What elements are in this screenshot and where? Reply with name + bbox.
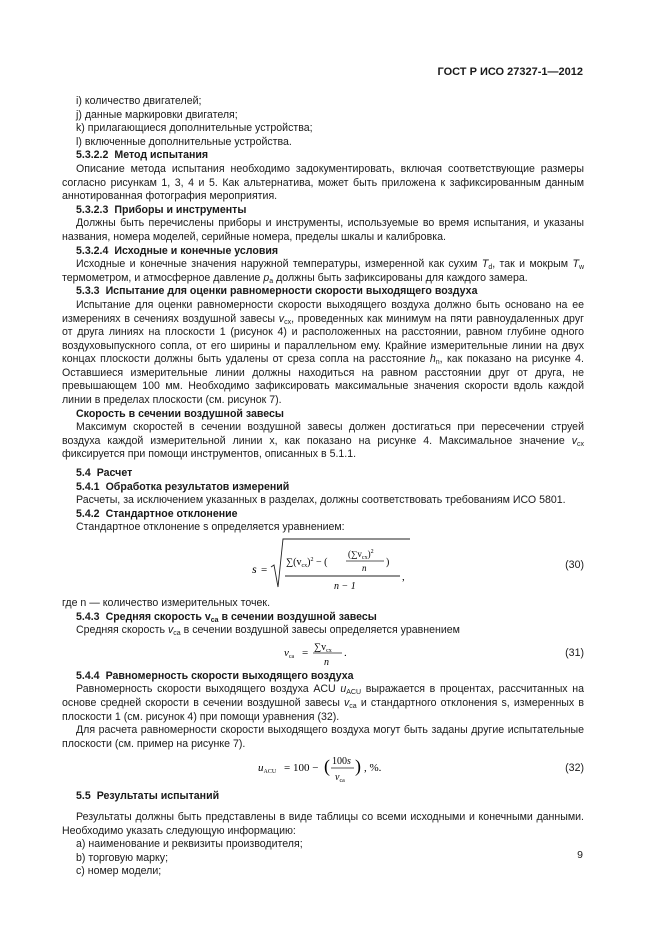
svg-text:s: s [252, 562, 257, 576]
section-heading-5323: 5.3.2.3 Приборы и инструменты [76, 203, 247, 216]
mean-speed-formula [284, 638, 394, 670]
list-item: k) прилагающиеся дополнительные устройства; [76, 122, 313, 135]
svg-text:∑(vcx)2 − (: $\sum(v_{cx})^2$ − ( [286, 557, 328, 569]
page-number: 9 [577, 849, 583, 861]
paragraph-processing: Расчеты, за исключением указанных в разделах, должны соответствовать требованиям ИСО 5801. [76, 494, 566, 507]
svg-text:=: = [261, 564, 268, 576]
list-item: l) включенные дополнительные устройства. [76, 135, 292, 148]
svg-text:uACU: uACU [258, 762, 277, 776]
list-item: i) количество двигателей; [76, 95, 202, 107]
svg-text:100s: 100s [332, 756, 351, 768]
equation-number: (32) [565, 762, 584, 775]
section-heading-5324: 5.3.2.4 Исходные и конечные условия [76, 244, 279, 257]
paragraph-test-method: Описание метода испытания необходимо задокументировать, включая соответствующие размеры согласно рисункам 1, 3, 4 и 5. Как альтернатива, может быть приложена к зафиксированным данным аннотированная фотография мероприятия. [62, 162, 584, 203]
section-heading-544: 5.4.4 Равномерность скорости выходящего воздуха [76, 669, 354, 682]
std-dev-formula [252, 535, 412, 595]
svg-text:.: . [344, 646, 347, 659]
paragraph-std-dev: Стандартное отклонение s определяется уравнением: [76, 521, 345, 534]
paragraph-conditions: Исходные и конечные значения наружной температуры, измеренной как сухим $T_d$, так и мокрым $T_w$ термометром, и атмосферное давление $p_a$ должны быть зафиксированы для каждого замера. [62, 258, 584, 285]
paragraph-section-speed: Максимум скоростей в сечении воздушной завесы должен достигаться при пересечении струей воздуха каждой измерительной линии x, как показано на рисунке 4. Максимальное значение $v_{cx}$ фиксируется при помощи инструментов, описанных в 5.1.1. [62, 421, 584, 461]
svg-text:=: = [302, 646, 309, 659]
list-item: b) торговую марку; [76, 851, 169, 864]
section-heading-543: 5.4.3 Средняя скорость $v_{ca}$ в сечении воздушной завесы [76, 610, 377, 624]
svg-text:): ) [355, 756, 361, 777]
svg-text:n: n [362, 563, 367, 573]
equation-number: (30) [565, 559, 584, 572]
paragraph-instruments: Должны быть перечислены приборы и инструменты, используемые во время испытания, и указаны названия, номера моделей, серийные номера, пределы шкалы и калибровка. [62, 217, 584, 243]
section-heading-541: 5.4.1 Обработка результатов измерений [76, 480, 290, 493]
svg-text:∑vcx: $\sum v_{cx}$ [314, 641, 332, 654]
equation-32 [62, 751, 584, 787]
section-heading-5322: 5.3.2.2 Метод испытания [76, 149, 209, 162]
paragraph-other-planes: Для расчета равномерности скорости выходящего воздуха могут быть заданы другие испытательные плоскости (см. пример на рисунке 7). [62, 724, 584, 750]
svg-text:= 100 −: = 100 − [284, 762, 319, 775]
section-heading-542: 5.4.2 Стандартное отклонение [76, 507, 238, 520]
paragraph-mean-speed: Средняя скорость $v_{ca}$ в сечении воздушной завесы определяется уравнением [76, 624, 460, 638]
svg-text:n: n [324, 656, 329, 668]
svg-text:vca: $v_{ca}$ [335, 772, 345, 785]
document-header: ГОСТ Р ИСО 27327-1—2012 [437, 66, 583, 78]
paragraph-results: Результаты должны быть представлены в виде таблицы со всеми исходными и конечными данными. Необходимо указать следующую информацию: [62, 810, 584, 837]
svg-text:,: , [402, 571, 405, 583]
section-heading-533: 5.3.3 Испытание для оценки равномерности скорости выходящего воздуха [76, 285, 478, 298]
equation-30 [62, 535, 584, 597]
equation-31 [62, 638, 584, 670]
svg-text:vca: vca [284, 646, 295, 660]
paragraph-uniformity-test: Испытание для оценки равномерности скорости выходящего воздуха должно быть основано на ее измерениях в сечениях воздушной завесы $v_{cx}$, проведенных как минимум на пяти равноудаленных друг от друга линиях на плоскости 1 (рисунок 4) и расположенных на расстоянии, равном глубине одного воздуховыпускного сопла, от его ширины и параллельном ему. Крайние измерительные линии на двух концах плоскости должны быть удалены от среза сопла на расстояние $h_n$, как показано на рисунке 4. Оставшиеся измерительные линии должны находиться на равном расстоянии друг от друга, не превышающем 100 мм. Необходимо зафиксировать максимальные значения скорости вдоль каждой линии в пределах плоскости (см. рисунок 7). [62, 298, 585, 407]
acu-formula [258, 751, 398, 785]
paragraph-where-n: где n — количество измерительных точек. [62, 597, 271, 609]
main-content [62, 95, 584, 879]
svg-text:): ) [386, 557, 390, 568]
svg-text:(∑vcx)2: $(\sum v_{cx})^2$ [348, 549, 374, 561]
svg-text:(: ( [324, 756, 330, 777]
list-item: c) номер модели; [76, 865, 162, 878]
paragraph-acu: Равномерность скорости выходящего воздуха ACU $u_{ACU}$ выражается в процентах, рассчитанных на основе средней скорости в сечении воздушной завесы $v_{ca}$ и стандартного отклонения s, измеренных в плоскости 1 (см. рисунок 4) при помощи уравнения (32). [62, 683, 585, 723]
subheading-section-speed: Скорость в сечении воздушной завесы [76, 407, 284, 420]
list-item: a) наименование и реквизиты производителя; [76, 838, 303, 851]
section-heading-54: 5.4 Расчет [76, 467, 133, 480]
svg-text:n − 1: n − 1 [334, 581, 356, 592]
equation-number: (31) [565, 646, 584, 659]
list-item: j) данные маркировки двигателя; [76, 108, 238, 121]
section-heading-55: 5.5 Результаты испытаний [76, 790, 220, 803]
svg-text:, %.: , %. [364, 762, 382, 775]
